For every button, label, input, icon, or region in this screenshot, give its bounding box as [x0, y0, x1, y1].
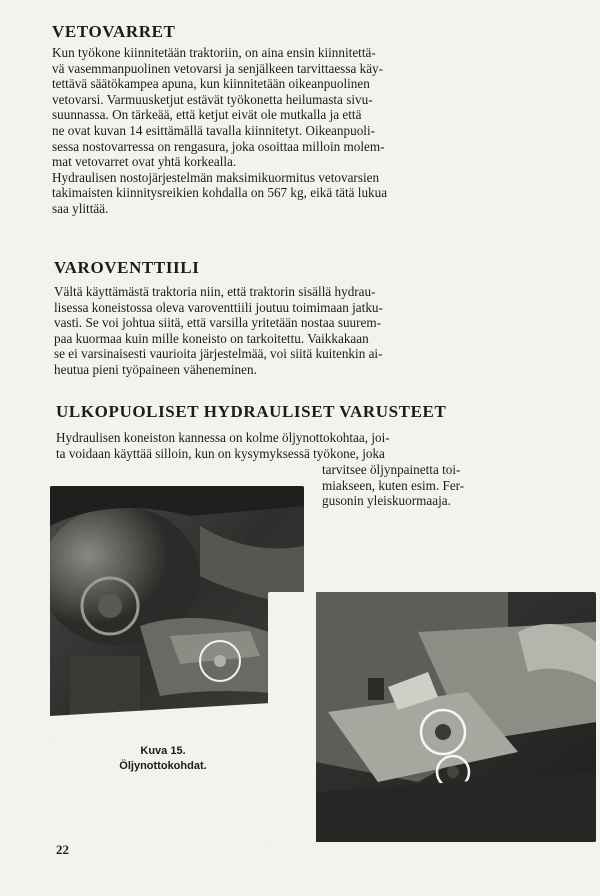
- text-line: takimaisten kiinnitysreikien kohdalla on 567 kg, eikä tätä lukua: [52, 185, 388, 201]
- tractor-photo-left: [50, 486, 304, 740]
- text-line: tarvitsee öljynpainetta toi-: [322, 462, 461, 477]
- heading-ulkopuoliset-hydrauliset-varusteet: ULKOPUOLISET HYDRAULISET VARUSTEET: [56, 402, 447, 421]
- text-line: suunnassa. On tärkeää, että ketjut eivät ole mutkalla ja että: [52, 107, 362, 123]
- text-line: sessa nostovarressa on rengasura, joka osoittaa milloin molem-: [52, 138, 385, 154]
- tractor-hydraulics-photo-right: [268, 592, 596, 842]
- text-line: vä vasemmanpuolinen vetovarsi ja senjälkeen tarvittaessa käy-: [52, 60, 384, 76]
- text-line: vasti. Se voi johtua siitä, että varsilla yritetään nostaa suurem-: [54, 315, 382, 331]
- text-line: se ei varsinaisesti vaurioita järjestelmää, voi siitä kuitenkin ai-: [54, 346, 383, 362]
- tractor-photo-right: [268, 592, 596, 842]
- text-line: Hydraulisen nostojärjestelmän maksimikuormitus vetovarsien: [52, 169, 380, 185]
- paragraph-varusteet-full: [56, 430, 556, 461]
- caption-figure-number: Kuva 15.: [140, 745, 186, 757]
- text-line: gusonin yleiskuormaaja.: [322, 493, 451, 509]
- figure-caption: [88, 744, 238, 774]
- text-line: Hydraulisen koneiston kannessa on kolme öljynottokohtaa, joi-: [56, 430, 390, 445]
- paragraph-varoventtiili: [54, 284, 554, 378]
- text-line: vetovarsi. Varmuusketjut estävät työkonetta heilumasta sivu-: [52, 91, 373, 107]
- text-line: miakseen, kuten esim. Fer-: [322, 477, 465, 493]
- page-number: 22: [56, 842, 69, 857]
- paragraph-vetovarret: [52, 45, 552, 217]
- text-line: Kun työkone kiinnitetään traktoriin, on aina ensin kiinnitettä-: [52, 45, 376, 60]
- heading-vetovarret: VETOVARRET: [52, 22, 176, 41]
- text-line: saa ylittää.: [52, 200, 109, 216]
- text-line: tettävä säätökampea apuna, kun kiinnitetään oikeanpuolinen: [52, 76, 370, 92]
- text-line: lisessa koneistossa oleva varoventtiili joutuu toimimaan jatku-: [54, 299, 383, 315]
- paragraph-varusteet-narrow: [322, 462, 522, 509]
- text-line: heutua pieni työpaineen väheneminen.: [54, 361, 257, 377]
- text-line: mat vetovarret ovat yhtä korkealla.: [52, 154, 237, 170]
- text-line: ta voidaan käyttää silloin, kun on kysymyksessä työkone, joka: [56, 445, 385, 461]
- caption-figure-title: Öljynottokohdat.: [119, 760, 207, 772]
- heading-varoventtiili: VAROVENTTIILI: [54, 258, 200, 277]
- text-line: ne ovat kuvan 14 esittämällä tavalla kiinnitetyt. Oikeanpuoli-: [52, 122, 376, 138]
- text-line: paa kuormaa kuin mille koneisto on tarkoitettu. Vaikkakaan: [54, 330, 369, 346]
- tractor-hydraulics-photo-left: [50, 486, 304, 740]
- text-line: Vältä käyttämästä traktoria niin, että traktorin sisällä hydrau-: [54, 284, 376, 299]
